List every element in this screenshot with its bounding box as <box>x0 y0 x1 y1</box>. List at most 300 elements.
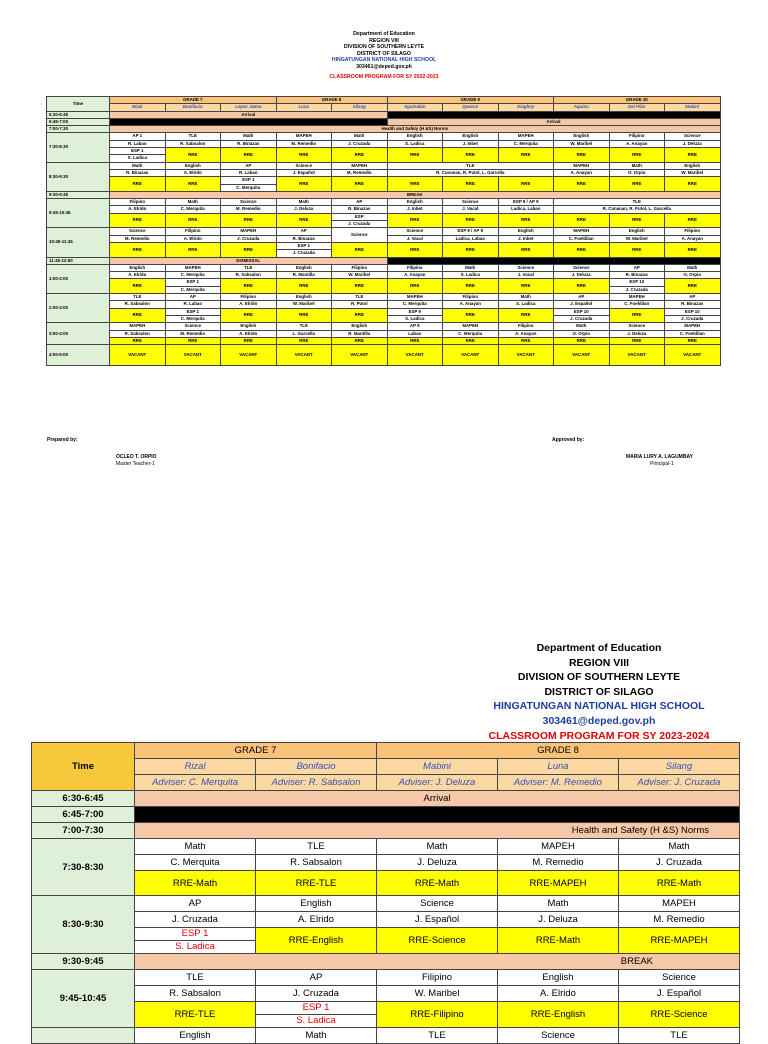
teacher-cell: R. Sabsalon <box>221 272 277 279</box>
subject-cell: Science <box>665 133 721 140</box>
rre-cell: RRE <box>165 242 221 257</box>
school-name: HINGATUNGAN NATIONAL HIGH SCHOOL <box>493 700 705 713</box>
rre-cell: RRE <box>443 148 499 163</box>
subject-cell: Science <box>498 264 554 271</box>
subject-cell: Math <box>332 133 388 140</box>
dismissal-banner: DISMISSAL <box>110 257 388 264</box>
rre-cell: RRE <box>609 213 665 228</box>
teacher-cell: M. Remedio <box>110 235 166 242</box>
subject-cell: Science <box>377 896 498 912</box>
rre-cell: RRE-TLE <box>135 1002 256 1028</box>
teacher-cell: J. Español <box>619 986 740 1002</box>
teacher-cell: C. Foeldilan <box>609 301 665 308</box>
teacher-cell: M. Remedio <box>165 330 221 337</box>
rre-cell: RRE <box>165 213 221 228</box>
subject-cell: TLE <box>110 294 166 301</box>
esp-cell: ESP 10 <box>554 308 610 315</box>
rre-cell: RRE <box>276 148 332 163</box>
vacant-cell: VACANT <box>276 345 332 366</box>
subject-cell: ESP 9 / AP 9 <box>498 199 554 206</box>
teacher-cell: M. Remedio <box>332 169 388 176</box>
rre-cell: RRE <box>443 177 499 192</box>
rre-cell: RRE <box>221 148 277 163</box>
section-name: Bonifacio <box>256 759 377 775</box>
subject-cell: MAPEH <box>276 133 332 140</box>
rre-cell: RRE <box>110 308 166 323</box>
teacher-cell: A. Elrido <box>165 235 221 242</box>
rre-cell: RRE <box>165 337 221 344</box>
esp-teacher-cell: S. Ladica <box>256 1015 377 1028</box>
break-banner: BREAK <box>110 191 721 198</box>
time-slot: 9:45-10:45 <box>47 199 110 228</box>
teacher-cell: J. Vacal <box>387 235 443 242</box>
subject-cell: Science <box>443 199 499 206</box>
rre-cell: RRE <box>332 177 388 192</box>
teacher-cell: S. Ladica <box>387 140 443 147</box>
rre-cell: RRE <box>443 279 499 294</box>
rre-cell: RRE <box>276 213 332 228</box>
rre-cell: RRE <box>554 213 610 228</box>
rre-cell: RRE <box>443 242 499 257</box>
teacher-cell: C. Foeldilan <box>665 330 721 337</box>
teacher-cell: J. Cruzada <box>135 912 256 928</box>
subject-cell: Math <box>443 264 499 271</box>
rre-cell: RRE <box>665 213 721 228</box>
vacant-cell: VACANT <box>443 345 499 366</box>
section-name: Rizal <box>135 759 256 775</box>
time-slot: 3:00-4:00 <box>47 323 110 345</box>
teacher-cell: J. Inbet <box>387 206 443 213</box>
rre-cell: RRE <box>332 308 388 323</box>
teacher-cell: R. Mantilla <box>332 330 388 337</box>
rre-cell: RRE <box>443 337 499 344</box>
section-name: Luna <box>276 104 332 111</box>
subject-cell: Math <box>256 1028 377 1044</box>
rre-cell: RRE <box>609 308 665 323</box>
vacant-cell: VACANT <box>221 345 277 366</box>
subject-cell: MAPEH <box>387 294 443 301</box>
esp-cell: ESP <box>332 213 388 220</box>
vacant-cell: VACANT <box>554 345 610 366</box>
rre-cell: RRE <box>387 148 443 163</box>
teacher-cell: W. Maribel <box>377 986 498 1002</box>
teacher-cell: R. Sabsalon <box>110 301 166 308</box>
teacher-cell: C. Foeldilan <box>554 235 610 242</box>
teacher-cell: M. Remedio <box>221 206 277 213</box>
esp-cell: ESP 10 <box>665 308 721 315</box>
rre-cell: RRE-Science <box>377 928 498 954</box>
rre-cell: RRE <box>443 213 499 228</box>
rre-cell: RRE <box>387 337 443 344</box>
teacher-cell: A. Elrido <box>221 330 277 337</box>
teacher-cell: A. Anayan <box>554 169 610 176</box>
teacher-cell: J. Deluza <box>498 912 619 928</box>
time-slot: 9:30-9:45 <box>32 954 135 970</box>
teacher-cell: R. Labao <box>221 169 277 176</box>
school-name: HINGATUNGAN NATIONAL HIGH SCHOOL <box>331 57 437 63</box>
teacher-cell: J. Español <box>276 169 332 176</box>
teacher-cell: R. Mantilla <box>276 272 332 279</box>
subject-cell: AP <box>332 199 388 206</box>
grade-header: GRADE 9 <box>387 97 554 104</box>
subject-cell: AP <box>221 162 277 169</box>
rre-cell: RRE <box>387 213 443 228</box>
teacher-cell: A. Anayan <box>665 235 721 242</box>
esp-teacher-cell: J. Cruzada <box>276 250 332 257</box>
rre-cell: RRE <box>609 148 665 163</box>
preparer-name: OCLEO T. ORPIO <box>116 454 157 460</box>
school-email: 303461@deped.gov.ph <box>542 714 656 727</box>
rre-cell: RRE <box>554 177 610 192</box>
hs-norms-banner: Health and Safety (H &S) Norms <box>110 126 721 133</box>
teacher-cell: M. Remedio <box>276 140 332 147</box>
subject-cell: English <box>665 162 721 169</box>
rre-cell: RRE <box>221 279 277 294</box>
subject-cell: TLE <box>256 839 377 855</box>
subject-cell: MAPEH <box>165 264 221 271</box>
teacher-cell: R. Sabsalon <box>110 330 166 337</box>
teacher-cell: L. Garcella <box>276 330 332 337</box>
subject-cell: MAPEH <box>554 162 610 169</box>
rre-cell: RRE <box>110 242 166 257</box>
subject-cell: English <box>221 323 277 330</box>
subject-cell: Science <box>609 323 665 330</box>
time-slot: 11:45-12:50 <box>47 257 110 264</box>
rre-cell: RRE <box>332 279 388 294</box>
arrival-banner: Arrival <box>135 791 740 807</box>
teacher-cell: C. Merquita <box>165 272 221 279</box>
teacher-cell: O. Orpio <box>609 169 665 176</box>
section-name: Diaghoy <box>498 104 554 111</box>
rre-cell: RRE <box>110 337 166 344</box>
hs-norms-banner: Health and Safety (H &S) Norms <box>135 823 740 839</box>
teacher-cell: A. Elrido <box>498 986 619 1002</box>
grade-header: GRADE 7 <box>110 97 277 104</box>
page2-header <box>215 641 768 743</box>
subject-cell: AP 9 <box>387 323 443 330</box>
rre-cell: RRE-English <box>498 1002 619 1028</box>
esp-teacher-cell: J. Cruzada <box>609 286 665 293</box>
teacher-cell: J. Vacal <box>498 272 554 279</box>
rre-cell: RRE <box>110 177 166 192</box>
esp-cell: ESP 1 <box>165 308 221 315</box>
subject-cell: AP 1 <box>110 133 166 140</box>
region-name: REGION VIII <box>568 656 630 669</box>
program-title: CLASSROOM PROGRAM FOR SY 2022-2023 <box>329 74 439 80</box>
subject-cell: Filipino <box>498 323 554 330</box>
section-name: Quezon <box>443 104 499 111</box>
teacher-cell: J. Vacal <box>443 206 499 213</box>
teacher-cell: R. Cunanan, R. Putol, L. Garcella <box>554 206 721 213</box>
subject-cell: English <box>276 264 332 271</box>
teacher-cell: R. Labao <box>165 301 221 308</box>
teacher-cell: C. Merquita <box>498 140 554 147</box>
rre-cell: RRE <box>221 242 277 257</box>
subject-cell: MAPEH <box>609 294 665 301</box>
subject-cell: MAPEH <box>554 228 610 235</box>
teacher-cell: R. Labao <box>110 140 166 147</box>
subject-cell: AP <box>256 970 377 986</box>
esp-cell: ESP 10 <box>609 279 665 286</box>
teacher-cell: M. Remedio <box>498 855 619 871</box>
rre-cell: RRE <box>387 279 443 294</box>
teacher-cell: C. Merquita <box>165 206 221 213</box>
subject-cell: English <box>332 323 388 330</box>
vacant-cell: VACANT <box>387 345 443 366</box>
rre-cell: RRE <box>221 337 277 344</box>
district-name: DISTRICT OF SILAGO <box>357 50 411 57</box>
teacher-cell: A. Elrido <box>221 301 277 308</box>
rre-cell: RRE-Filipino <box>377 1002 498 1028</box>
teacher-cell: A. Anayan <box>387 272 443 279</box>
teacher-cell: A. Anayan <box>609 140 665 147</box>
teacher-cell: R. Cunanan, R. Putol, L. Garcella <box>387 169 554 176</box>
section-name: Lopez Jaena <box>221 104 277 111</box>
time-slot: 9:45-10:45 <box>32 970 135 1028</box>
grade-header: GRADE 8 <box>276 97 387 104</box>
teacher-cell: R. Binazas <box>665 301 721 308</box>
subject-cell: Science <box>498 1028 619 1044</box>
rre-cell: RRE <box>609 337 665 344</box>
subject-cell: TLE <box>387 162 554 169</box>
teacher-cell: W. Maribel <box>665 169 721 176</box>
teacher-cell: J. Inbet <box>498 235 554 242</box>
vacant-cell: VACANT <box>165 345 221 366</box>
rre-cell: RRE <box>221 308 277 323</box>
rre-cell: RRE <box>554 148 610 163</box>
subject-cell: Filipino <box>221 294 277 301</box>
time-slot: 6:45-7:00 <box>47 118 110 125</box>
teacher-cell: S. Ladica <box>443 272 499 279</box>
preparer-title: Master Teacher-1 <box>116 461 155 467</box>
subject-cell: Science <box>110 228 166 235</box>
esp-teacher-cell: J. Cruzada <box>554 315 610 322</box>
rre-cell: RRE <box>665 337 721 344</box>
esp-cell: ESP 1 <box>135 928 256 941</box>
subject-cell: English <box>498 228 554 235</box>
rre-cell: RRE <box>276 177 332 192</box>
esp-teacher-cell: C. Merquita <box>165 286 221 293</box>
division-name: DIVISION OF SOUTHERN LEYTE <box>343 44 425 50</box>
subject-cell: TLE <box>165 133 221 140</box>
rre-cell: RRE <box>332 337 388 344</box>
rre-cell: RRE <box>498 308 554 323</box>
teacher-cell: R. Binazas <box>276 235 332 242</box>
grade-header: GRADE 10 <box>554 97 721 104</box>
rre-cell: RRE <box>665 177 721 192</box>
subject-cell: Math <box>377 839 498 855</box>
subject-cell: Math <box>665 264 721 271</box>
arrival-banner: Arrival <box>387 118 720 125</box>
division-name: DIVISION OF SOUTHERN LEYTE <box>517 671 681 684</box>
blank-block <box>110 118 388 125</box>
time-slot: 6:30-6:45 <box>32 791 135 807</box>
subject-cell: Science <box>619 970 740 986</box>
subject-cell: English <box>165 162 221 169</box>
subject-cell: TLE <box>619 1028 740 1044</box>
rre-cell: RRE <box>498 148 554 163</box>
teacher-cell: O. Orpio <box>665 272 721 279</box>
schedule-table-2023 <box>31 742 740 1044</box>
region-name: REGION VIII <box>369 37 399 44</box>
rre-cell: RRE <box>498 242 554 257</box>
esp-teacher-cell: S. Ladica <box>135 941 256 954</box>
teacher-cell: J. Inbet <box>443 140 499 147</box>
approver-title: Principal-1 <box>650 461 674 467</box>
rre-cell: RRE <box>665 279 721 294</box>
time-slot: 10:45-11:45 <box>47 228 110 257</box>
subject-cell: Math <box>498 896 619 912</box>
teacher-cell: J. Español <box>554 301 610 308</box>
subject-cell: Math <box>554 323 610 330</box>
blank-block <box>387 257 720 264</box>
subject-cell: Science <box>332 228 388 243</box>
section-name: Bonifacio <box>165 104 221 111</box>
teacher-cell: M. Remedio <box>619 912 740 928</box>
vacant-cell: VACANT <box>665 345 721 366</box>
esp-cell: ESP 1 <box>110 148 166 155</box>
teacher-cell: R. Binazas <box>110 169 166 176</box>
teacher-cell: S. Ladica <box>498 301 554 308</box>
subject-cell: Math <box>276 199 332 206</box>
rre-cell: RRE <box>332 242 388 257</box>
teacher-cell: R. Binazas <box>609 272 665 279</box>
teacher-cell: A. Elrido <box>165 169 221 176</box>
rre-cell: RRE <box>165 177 221 192</box>
subject-cell: Math <box>165 199 221 206</box>
teacher-cell: J. Cruzada <box>221 235 277 242</box>
subject-cell: MAPEH <box>498 133 554 140</box>
adviser-name: Adviser: M. Remedio <box>498 775 619 791</box>
rre-cell: RRE-TLE <box>256 871 377 896</box>
time-slot: 8:30-9:30 <box>47 162 110 191</box>
subject-cell: English <box>609 228 665 235</box>
teacher-cell: Labao <box>387 330 443 337</box>
subject-cell: Filipino <box>377 970 498 986</box>
subject-cell: Math <box>110 162 166 169</box>
subject-cell: MAPEH <box>498 839 619 855</box>
blank-block <box>387 111 720 118</box>
rre-cell: RRE <box>276 337 332 344</box>
esp-teacher-cell: J. Cruzada <box>332 221 388 228</box>
rre-cell: RRE <box>276 308 332 323</box>
subject-cell: Math <box>498 294 554 301</box>
subject-cell: Filipino <box>165 228 221 235</box>
dept-name: Department of Education <box>536 642 662 654</box>
rre-cell: RRE <box>554 242 610 257</box>
esp-teacher-cell: C. Merquita <box>221 184 277 191</box>
subject-cell: Math <box>619 839 740 855</box>
grade-header: GRADE 7 <box>135 743 377 759</box>
rre-cell: RRE <box>110 279 166 294</box>
subject-cell: MAPEH <box>443 323 499 330</box>
subject-cell: Science <box>165 323 221 330</box>
subject-cell: English <box>498 970 619 986</box>
subject-cell: AP <box>165 294 221 301</box>
time-slot: 7:30-8:30 <box>47 133 110 162</box>
vacant-cell: VACANT <box>498 345 554 366</box>
rre-cell: RRE <box>554 337 610 344</box>
teacher-cell: J. Español <box>377 912 498 928</box>
subject-cell: MAPEH <box>332 162 388 169</box>
teacher-cell: W. Maribel <box>332 272 388 279</box>
subject-cell: English <box>443 133 499 140</box>
esp-teacher-cell: S. Ladica <box>387 315 443 322</box>
esp-cell: ESP 1 <box>221 177 277 184</box>
subject-cell: Filipino <box>443 294 499 301</box>
rre-cell: RRE <box>498 213 554 228</box>
esp-cell: ESP 1 <box>276 242 332 249</box>
teacher-cell: C. Merquita <box>135 855 256 871</box>
section-name: Aguinaldo <box>387 104 443 111</box>
subject-cell: Filipino <box>110 199 166 206</box>
rre-cell: RRE <box>443 308 499 323</box>
esp-cell: ESP 1 <box>256 1002 377 1015</box>
rre-cell: RRE <box>498 337 554 344</box>
teacher-cell: W. Maribel <box>276 301 332 308</box>
rre-cell: RRE <box>110 213 166 228</box>
grade-header: GRADE 8 <box>377 743 740 759</box>
subject-cell: Science <box>554 264 610 271</box>
rre-cell: RRE <box>165 148 221 163</box>
rre-cell: RRE <box>276 279 332 294</box>
subject-cell: Filipino <box>332 264 388 271</box>
subject-cell: MAPEH <box>665 323 721 330</box>
time-slot <box>32 1028 135 1044</box>
section-name: Mabini <box>377 759 498 775</box>
vacant-cell: VACANT <box>609 345 665 366</box>
schedule-table-2022 <box>46 96 721 366</box>
teacher-cell: J. Deluza <box>377 855 498 871</box>
subject-cell: Filipino <box>609 133 665 140</box>
break-banner: BREAK <box>135 954 740 970</box>
rre-cell: RRE <box>387 177 443 192</box>
subject-cell: Science <box>221 199 277 206</box>
time-slot: 9:30-9:45 <box>47 191 110 198</box>
section-name: Aquino <box>554 104 610 111</box>
time-slot: 7:30-8:30 <box>32 839 135 896</box>
teacher-cell: R. Sabsalon <box>165 140 221 147</box>
subject-cell: English <box>110 264 166 271</box>
time-slot: 2:00-3:00 <box>47 294 110 323</box>
subject-cell: AP <box>554 294 610 301</box>
section-name: Del Pilar <box>609 104 665 111</box>
esp-teacher-cell: J. Cruzada <box>665 315 721 322</box>
rre-cell: RRE-Math <box>619 871 740 896</box>
subject-cell: MAPEH <box>619 896 740 912</box>
section-name: Silang <box>332 104 388 111</box>
teacher-cell: R. Binazas <box>332 206 388 213</box>
subject-cell: Math <box>221 133 277 140</box>
subject-cell: TLE <box>377 1028 498 1044</box>
teacher-cell: J. Deluza <box>665 140 721 147</box>
rre-cell: RRE <box>665 242 721 257</box>
subject-cell: AP <box>276 228 332 235</box>
teacher-cell: Ladica, Labao <box>498 206 554 213</box>
subject-cell: Math <box>609 162 665 169</box>
subject-cell: English <box>135 1028 256 1044</box>
time-slot: 7:00-7:30 <box>32 823 135 839</box>
rre-cell: RRE-MAPEH <box>619 928 740 954</box>
subject-cell: English <box>554 133 610 140</box>
rre-cell: RRE-Science <box>619 1002 740 1028</box>
adviser-name: Adviser: R. Sabsalon <box>256 775 377 791</box>
teacher-cell: W. Maribel <box>609 235 665 242</box>
page1-header <box>0 31 768 81</box>
time-header: Time <box>47 97 110 112</box>
rre-cell: RRE <box>387 242 443 257</box>
section-name: Silang <box>619 759 740 775</box>
